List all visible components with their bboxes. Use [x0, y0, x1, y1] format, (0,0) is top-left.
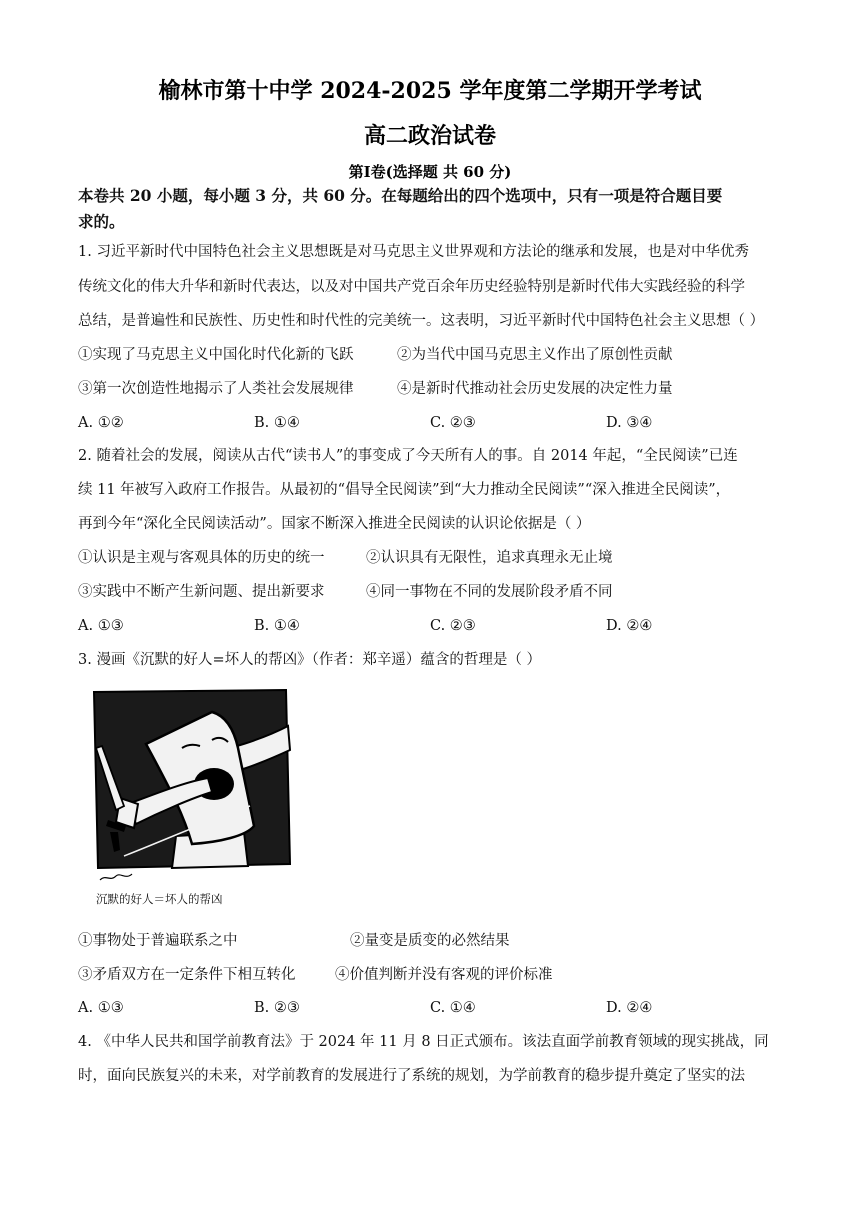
q1-option-d[interactable]: D. ③④ — [606, 415, 653, 431]
q3-statement-4: ④价值判断并没有客观的评价标准 — [335, 967, 553, 983]
q3-statement-1: ①事物处于普遍联系之中 — [78, 933, 238, 949]
q3-statement-2: ②量变是质变的必然结果 — [350, 933, 510, 949]
q1-option-a[interactable]: A. ①② — [78, 415, 124, 431]
q1-option-c[interactable]: C. ②③ — [430, 415, 476, 431]
instructions-line-1: 本卷共 20 小题，每小题 3 分，共 60 分。在每题给出的四个选项中，只有一项是符合题目要 — [78, 186, 723, 205]
cartoon-caption: 沉默的好人＝坏人的帮凶 — [96, 892, 223, 906]
q2-stem-line-3: 再到今年“深化全民阅读活动”。国家不断深入推进全民阅读的认识论依据是（ ） — [78, 516, 591, 532]
q1-statement-1: ①实现了马克思主义中国化时代化新的飞跃 — [78, 347, 354, 363]
q3-stem-line-1: 3. 漫画《沉默的好人=坏人的帮凶》（作者：郑辛遥）蕴含的哲理是（ ） — [78, 652, 541, 668]
q2-statement-1: ①认识是主观与客观具体的历史的统一 — [78, 550, 325, 566]
q2-option-c[interactable]: C. ②③ — [430, 618, 476, 634]
q3-statement-3: ③矛盾双方在一定条件下相互转化 — [78, 967, 296, 983]
q1-statement-2: ②为当代中国马克思主义作出了原创性贡献 — [397, 347, 673, 363]
q2-option-d[interactable]: D. ②④ — [606, 618, 653, 634]
q1-stem-line-2: 传统文化的伟大升华和新时代表达，以及对中国共产党百余年历史经验特别是新时代伟大实践经验的科学 — [78, 279, 745, 295]
q2-statement-4: ④同一事物在不同的发展阶段矛盾不同 — [366, 584, 613, 600]
q2-option-b[interactable]: B. ①④ — [254, 618, 300, 634]
q2-statement-3: ③实践中不断产生新问题、提出新要求 — [78, 584, 325, 600]
cartoon-illustration — [80, 686, 300, 911]
subject-title: 高二政治试卷 — [363, 123, 496, 149]
q1-stem-line-3: 总结，是普遍性和民族性、历史性和时代性的完美统一。这表明，习近平新时代中国特色社会主义思想（ ） — [78, 313, 765, 329]
section-heading: 第Ⅰ卷(选择题 共 60 分) — [348, 163, 512, 181]
instructions-line-2: 求的。 — [78, 212, 125, 231]
q1-statement-3: ③第一次创造性地揭示了人类社会发展规律 — [78, 381, 354, 397]
q4-stem-line-2: 时，面向民族复兴的未来，对学前教育的发展进行了系统的规划，为学前教育的稳步提升奠定了坚实的法 — [78, 1068, 745, 1084]
q4-stem-line-1: 4. 《中华人民共和国学前教育法》于 2024 年 11 月 8 日正式颁布。该法直面学前教育领域的现实挑战，同 — [78, 1034, 769, 1050]
q2-option-a[interactable]: A. ①③ — [78, 618, 124, 634]
q2-stem-line-2: 续 11 年被写入政府工作报告。从最初的“倡导全民阅读”到“大力推动全民阅读”“深入推进全民阅读”， — [78, 482, 731, 498]
q2-stem-line-1: 2. 随着社会的发展，阅读从古代“读书人”的事变成了今天所有人的事。自 2014 年起，“全民阅读”已连 — [78, 448, 738, 464]
q1-stem-line-1: 1. 习近平新时代中国特色社会主义思想既是对马克思主义世界观和方法论的继承和发展，也是对中华优秀 — [78, 244, 749, 260]
q3-option-c[interactable]: C. ①④ — [430, 1000, 476, 1016]
q2-statement-2: ②认识具有无限性，追求真理永无止境 — [366, 550, 613, 566]
q1-statement-4: ④是新时代推动社会历史发展的决定性力量 — [397, 381, 673, 397]
q3-option-d[interactable]: D. ②④ — [606, 1000, 653, 1016]
exam-title: 榆林市第十中学 2024-2025 学年度第二学期开学考试 — [158, 78, 702, 104]
q3-option-a[interactable]: A. ①③ — [78, 1000, 124, 1016]
q1-option-b[interactable]: B. ①④ — [254, 415, 300, 431]
q3-option-b[interactable]: B. ②③ — [254, 1000, 300, 1016]
